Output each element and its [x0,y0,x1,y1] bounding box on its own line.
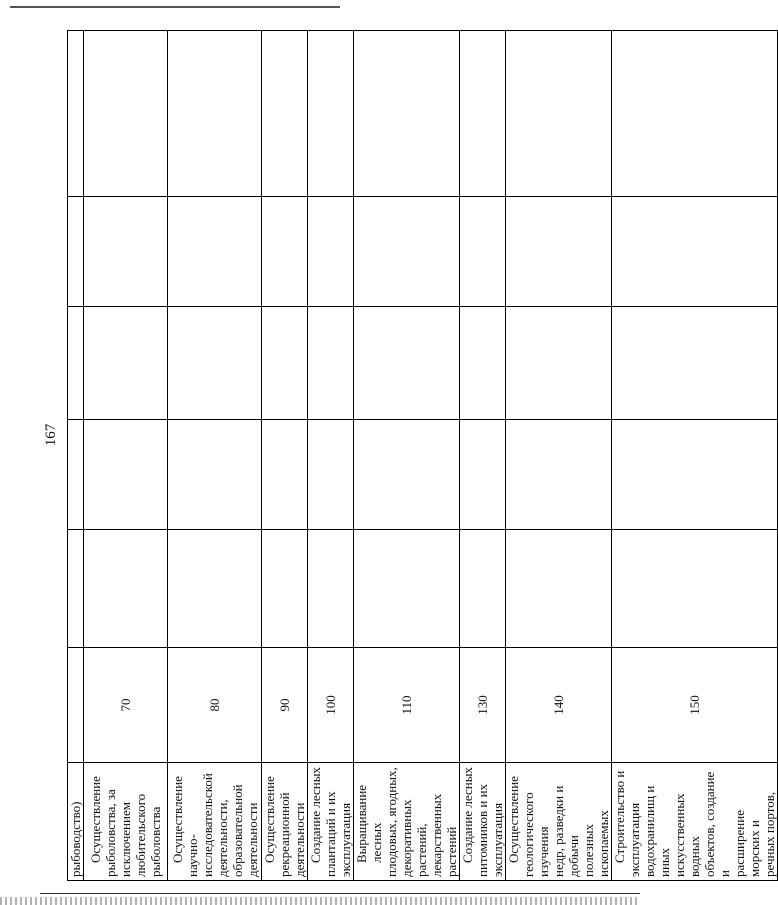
table-row [262,31,308,881]
code-cell: 130 [460,648,506,763]
activity-line: объектов, создание и [702,771,732,877]
empty-cell [460,197,506,307]
activity-line: речных портов, [762,791,777,877]
code-cell: 70 [84,648,168,763]
table-row [68,31,84,881]
activity-line: любительского [133,793,148,877]
empty-cell [354,307,460,420]
activity-line: Осуществление [169,776,185,863]
activity-line: геологического изучения [521,792,551,877]
scan-edge-top [10,6,340,8]
code-cell [68,648,84,763]
activity-line: рыболовства [148,806,163,877]
activity-line: рыболовства, за [103,789,118,877]
empty-cell [262,197,308,307]
empty-cell [612,197,778,307]
empty-cell [68,31,84,197]
empty-cell [460,420,506,530]
empty-cell [308,197,354,307]
code-cell: 90 [262,648,308,763]
table-row [612,31,778,881]
activity-line: деятельности [244,802,260,877]
empty-cell [308,530,354,648]
empty-cell [84,31,168,197]
empty-cell [84,197,168,307]
activity-line: недр, разведки и добычи [551,785,581,877]
activity-line: Осуществление [506,776,521,863]
activity-line: плантаций и их [323,791,338,877]
activity-line: исследовательской [199,773,215,877]
code-cell: 140 [506,648,612,763]
empty-cell [308,31,354,197]
activity-line: образовательной [229,784,245,877]
activity-cell [354,763,460,881]
table-row [84,31,168,881]
table-row [168,31,262,881]
empty-cell [68,307,84,420]
empty-cell [168,307,262,420]
empty-cell [506,31,612,197]
empty-cell [460,530,506,648]
activity-line: плодовых, ягодных, [384,767,399,877]
empty-cell [262,420,308,530]
empty-cell [168,420,262,530]
activity-line: Осуществление [88,776,103,863]
empty-cell [68,197,84,307]
activity-line: расширение морских и [732,810,762,877]
empty-cell [612,420,778,530]
empty-cell [612,31,778,197]
activity-line: рекреационной [277,792,292,877]
table-row [506,31,612,881]
empty-cell [68,420,84,530]
scan-edge-bottom [0,897,640,905]
empty-cell [354,530,460,648]
activity-line: искусственных водных [672,793,702,877]
code-cell: 100 [308,648,354,763]
activity-line: исключением [118,802,133,877]
activity-line: Строительство и [612,770,627,863]
code-cell: 110 [354,648,460,763]
empty-cell [262,31,308,197]
empty-cell [84,420,168,530]
activity-line: декоративных растений, [399,799,429,877]
empty-cell [506,307,612,420]
empty-cell [262,307,308,420]
empty-cell [168,31,262,197]
empty-cell [84,307,168,420]
empty-cell [354,420,460,530]
activity-line: эксплуатация [338,802,353,877]
activity-cell [506,763,612,881]
activity-cell [612,763,778,881]
page-number: 167 [43,423,59,447]
empty-cell [506,197,612,307]
activity-cell [460,763,506,881]
document-table [67,30,778,881]
activity-line: эксплуатация [627,802,642,877]
activity-cell [168,763,262,881]
activity-line: полезных ископаемых [581,810,611,877]
code-cell: 150 [612,648,778,763]
activity-line: рыбоводство) [68,801,83,877]
activity-line: эксплуатация [490,802,505,877]
empty-cell [262,530,308,648]
empty-cell [308,307,354,420]
code-cell: 80 [168,648,262,763]
scan-edge-line [40,893,640,894]
activity-line: Создание лесных [308,767,323,863]
activity-line: Осуществление [262,776,277,863]
activity-line: водохранилищ и иных [642,785,672,877]
empty-cell [460,307,506,420]
empty-cell [460,31,506,197]
empty-cell [168,530,262,648]
activity-line: лекарственных растений [429,793,459,877]
activity-line: деятельности [292,802,307,877]
empty-cell [506,420,612,530]
activity-line: научно- [184,834,200,877]
activity-cell [262,763,308,881]
empty-cell [354,31,460,197]
empty-cell [84,530,168,648]
table-row [354,31,460,881]
rotated-table-container [67,31,777,881]
activity-line: деятельности, [214,799,230,877]
empty-cell [68,530,84,648]
table-row [308,31,354,881]
activity-line: Выращивание лесных [354,784,384,863]
empty-cell [168,197,262,307]
activity-cell [84,763,168,881]
empty-cell [308,420,354,530]
empty-cell [506,530,612,648]
empty-cell [612,307,778,420]
activity-line: питомников и их [475,783,490,877]
activity-cell [308,763,354,881]
activity-line: Создание лесных [460,767,475,863]
empty-cell [612,530,778,648]
activity-cell [68,763,84,881]
table-row [460,31,506,881]
empty-cell [354,197,460,307]
